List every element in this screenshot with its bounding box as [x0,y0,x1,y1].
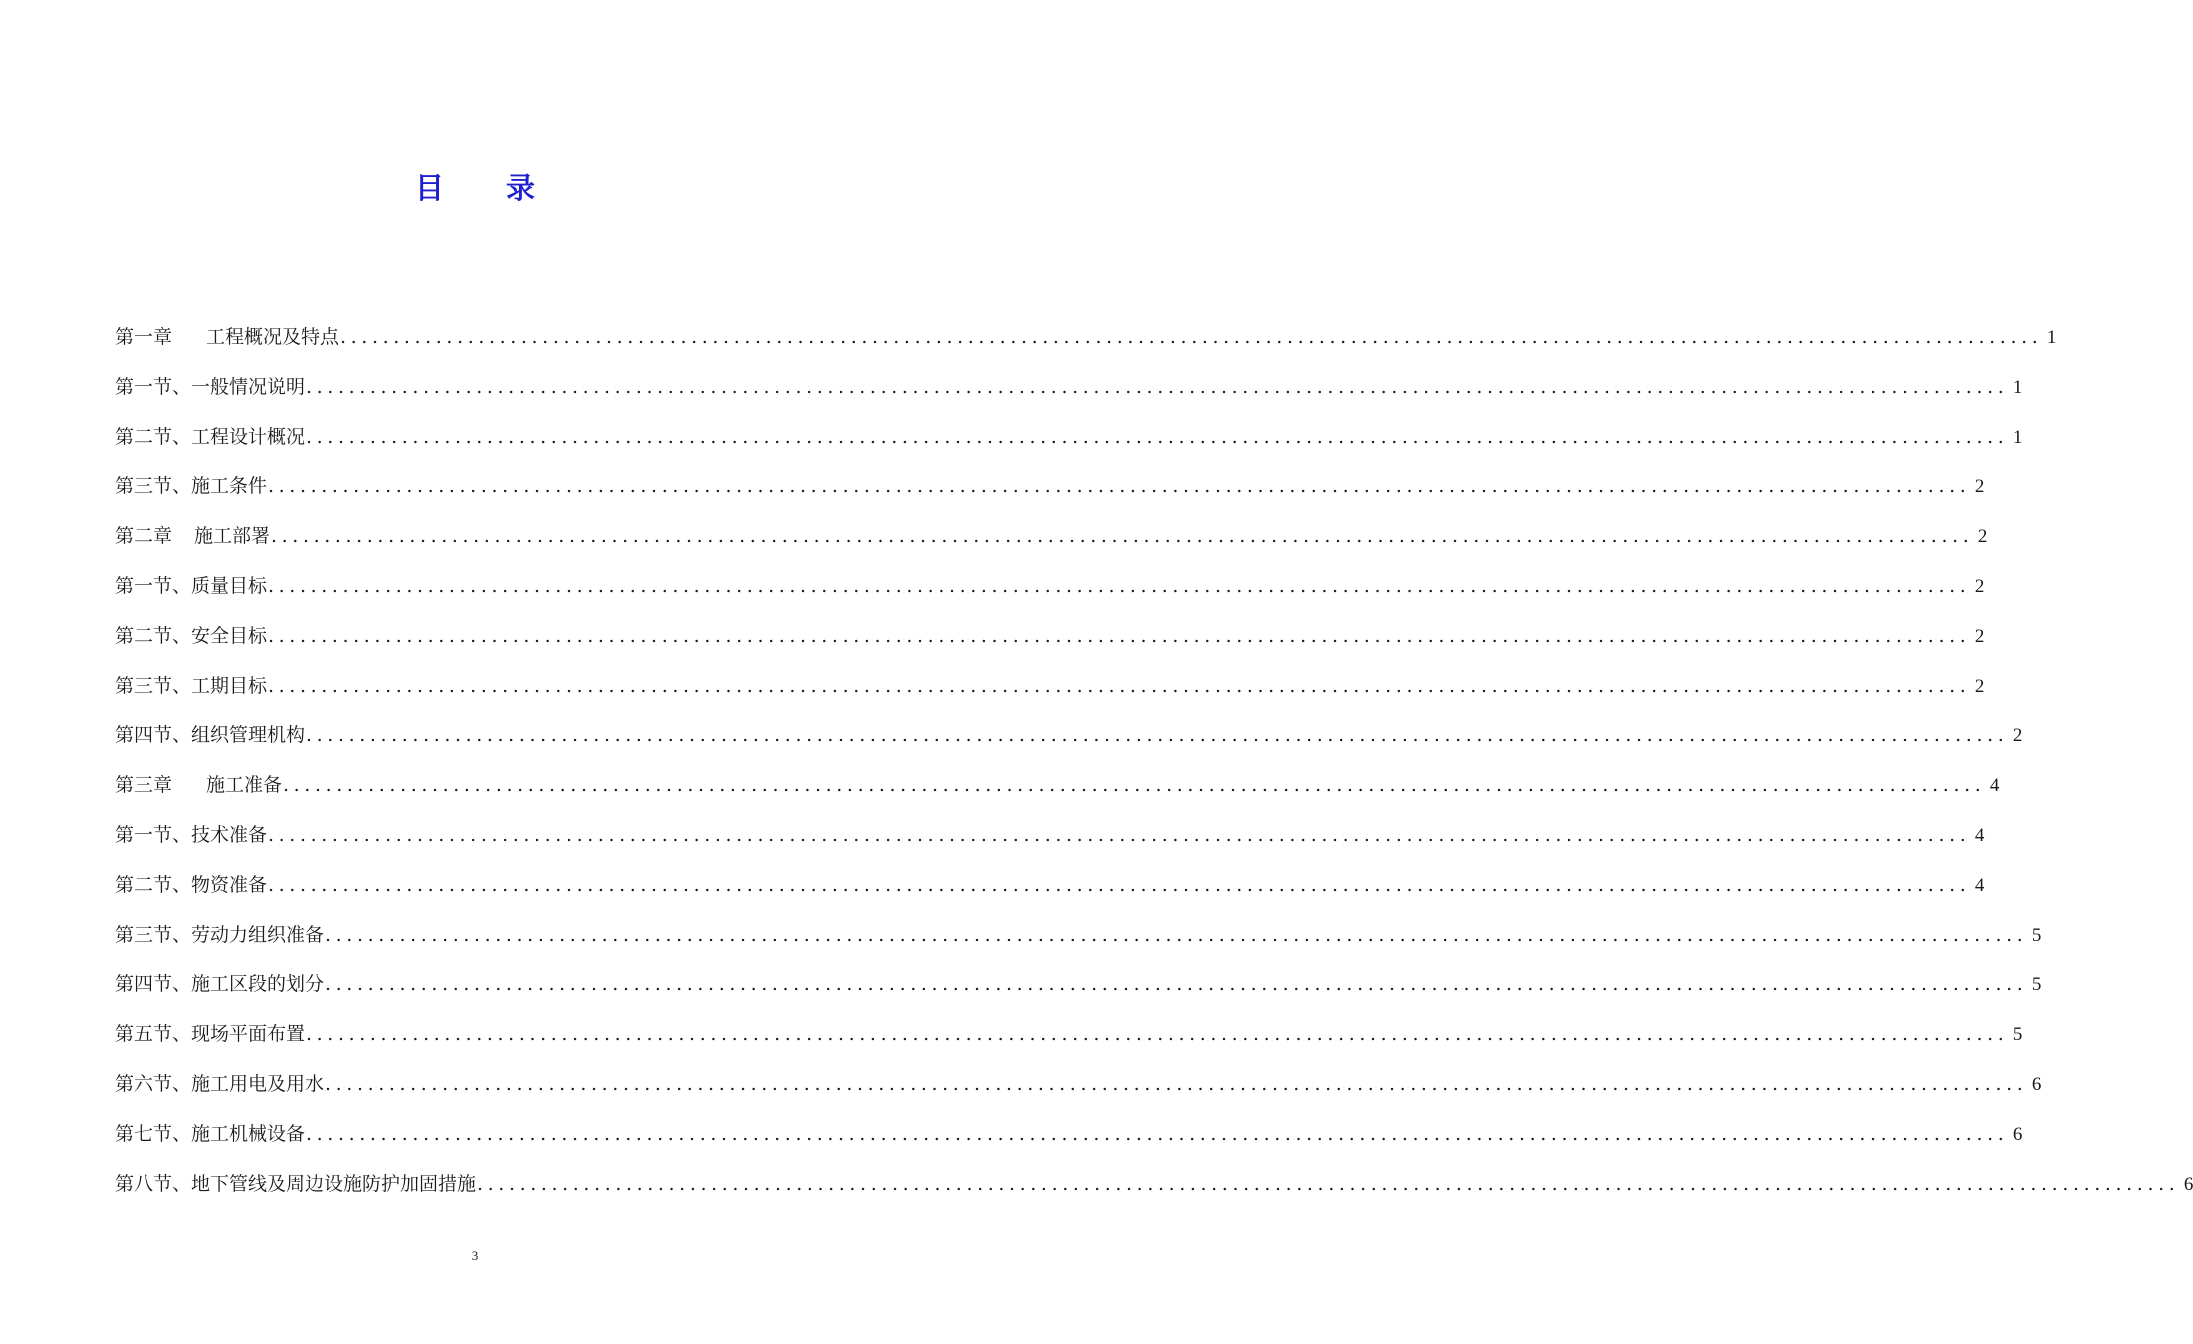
toc-entry-title [115,1169,476,1199]
toc-entry-page: 1 [2012,426,2023,448]
toc-entry-title [115,770,282,800]
toc-entry-title [115,422,305,452]
title-char-2: 录 [506,171,536,205]
toc-entry-number: 第四节、 [115,973,192,996]
toc-entry-label: 技术准备 [191,823,268,846]
toc-entry-label: 现场平面布置 [191,1023,306,1046]
toc-entry[interactable] [115,870,1985,920]
toc-entry[interactable] [115,621,1985,671]
toc-entry[interactable] [115,671,1985,721]
toc-entry-number: 第二节、 [115,425,192,448]
toc-entry-label: 一般情况说明 [191,375,306,398]
toc-dot-leader: ................................................................................................................................................................ [268,873,1971,896]
toc-entry-title [115,621,267,651]
toc-entry-title [115,571,267,601]
toc-entry-label: 质量目标 [191,574,268,597]
toc-entry-number: 第一节、 [115,823,192,846]
toc-entry[interactable] [115,1069,2042,1119]
toc-entry-title [115,969,324,999]
toc-dot-leader: ................................................................................................................................................................ [340,326,2043,348]
table-of-contents [115,322,2193,1218]
title-char-1: 目 [414,171,444,205]
toc-dot-leader: ................................................................................................................................................................ [306,724,2009,747]
toc-dot-leader: ................................................................................................................................................................ [268,624,1971,647]
toc-dot-leader: ................................................................................................................................................................ [306,425,2009,448]
toc-entry-number: 第六节、 [115,1072,192,1095]
toc-entry-page: 5 [2031,974,2042,996]
toc-dot-leader: ................................................................................................................................................................ [477,1172,2180,1195]
toc-entry-label: 施工准备 [206,774,283,797]
toc-dot-leader: ................................................................................................................................................................ [271,525,1974,548]
toc-entry-title [115,920,324,950]
toc-entry-page: 4 [1974,874,1985,896]
toc-entry-number: 第一节、 [115,375,192,398]
toc-entry-page: 5 [2031,924,2042,946]
toc-dot-leader: ................................................................................................................................................................ [325,923,2028,946]
toc-entry-title [115,372,305,402]
toc-entry-number: 第一章 [115,326,173,348]
toc-dot-leader: ................................................................................................................................................................ [325,973,2028,996]
toc-entry-label: 工期目标 [191,674,268,697]
toc-entry[interactable] [115,372,2023,422]
toc-entry-page: 2 [1974,476,1985,498]
toc-entry-page: 4 [1989,775,2000,797]
toc-entry-label: 施工区段的划分 [191,973,325,996]
toc-entry-page: 1 [2012,376,2023,398]
toc-entry-label: 施工用电及用水 [191,1072,325,1095]
toc-entry-number: 第二节、 [115,873,192,896]
toc-entry-page: 6 [2183,1173,2193,1195]
toc-entry-label: 劳动力组织准备 [191,923,325,946]
toc-entry-number: 第五节、 [115,1023,192,1046]
page-title [0,166,950,207]
toc-entry-number: 第三节、 [115,923,192,946]
toc-entry-number: 第七节、 [115,1122,192,1145]
toc-entry-number: 第四节、 [115,724,192,747]
toc-entry-label: 地下管线及周边设施防护加固措施 [191,1172,477,1195]
toc-entry-title [115,471,267,501]
toc-dot-leader: ................................................................................................................................................................ [268,574,1971,597]
toc-entry-title [115,720,305,750]
page-number: 3 [471,1248,479,1263]
toc-entry-title [115,671,267,701]
toc-entry-title [115,1019,305,1049]
toc-dot-leader: ................................................................................................................................................................ [325,1072,2028,1095]
toc-entry-title [115,521,270,551]
toc-entry-label: 组织管理机构 [191,724,306,747]
toc-entry-label: 工程概况及特点 [206,326,340,348]
toc-entry[interactable] [115,571,1985,621]
toc-entry-number: 第八节、 [115,1172,192,1195]
toc-entry-label: 安全目标 [191,624,268,647]
toc-entry-number: 第一节、 [115,574,192,597]
toc-entry-title [115,870,267,900]
toc-entry-label: 施工条件 [191,475,268,498]
toc-entry[interactable] [115,1169,2193,1219]
toc-entry[interactable] [115,770,2000,820]
toc-entry-page: 2 [1974,625,1985,647]
toc-entry-title [115,820,267,850]
toc-entry-title [115,1119,305,1149]
toc-entry[interactable] [115,820,1985,870]
toc-entry-number: 第三章 [115,774,173,797]
toc-entry-number: 第二节、 [115,624,192,647]
toc-dot-leader: ................................................................................................................................................................ [283,774,1986,797]
toc-entry[interactable] [115,920,2042,970]
toc-entry[interactable] [115,471,1985,521]
toc-dot-leader: ................................................................................................................................................................ [306,1122,2009,1145]
toc-entry-title [115,1069,324,1099]
toc-entry[interactable] [115,422,2023,472]
toc-entry-page: 2 [1977,526,1988,548]
toc-entry-title [115,322,339,352]
toc-entry-number: 第三节、 [115,475,192,498]
toc-entry-number: 第三节、 [115,674,192,697]
toc-entry-page: 4 [1974,824,1985,846]
toc-entry[interactable] [115,322,2057,372]
toc-entry-label: 物资准备 [191,873,268,896]
toc-entry[interactable] [115,969,2042,1019]
toc-dot-leader: ................................................................................................................................................................ [306,1023,2009,1046]
toc-dot-leader: ................................................................................................................................................................ [268,674,1971,697]
toc-entry-page: 5 [2012,1024,2023,1046]
toc-dot-leader: ................................................................................................................................................................ [268,823,1971,846]
toc-entry-page: 6 [2031,1073,2042,1095]
toc-entry-page: 2 [1974,575,1985,597]
toc-entry-page: 2 [1974,675,1985,697]
toc-entry[interactable] [115,521,1988,571]
toc-dot-leader: ................................................................................................................................................................ [306,375,2009,398]
toc-entry-page: 6 [2012,1123,2023,1145]
toc-entry-page: 1 [2046,327,2057,348]
toc-entry-page: 2 [2012,725,2023,747]
toc-entry-label: 施工部署 [194,525,271,548]
toc-entry[interactable] [115,720,2023,770]
toc-entry-number: 第二章 [115,525,173,548]
toc-entry-label: 工程设计概况 [191,425,306,448]
toc-dot-leader: ................................................................................................................................................................ [268,475,1971,498]
toc-entry-label: 施工机械设备 [191,1122,306,1145]
toc-entry[interactable] [115,1119,2023,1169]
toc-entry[interactable] [115,1019,2023,1069]
